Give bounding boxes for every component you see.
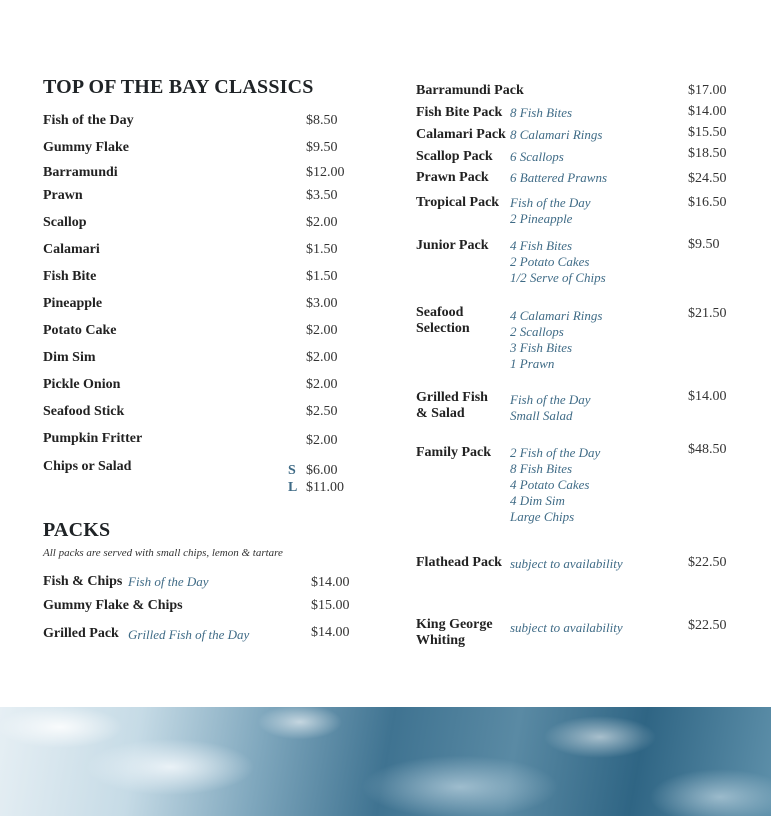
classic-item-price: $3.50	[306, 188, 338, 203]
classic-item-price: $9.50	[306, 140, 338, 155]
classic-item-name: Pineapple	[43, 296, 103, 311]
pack-item-price: $9.50	[688, 237, 720, 252]
classic-item-name: Gummy Flake	[43, 140, 129, 155]
pack-item-price: $15.00	[311, 598, 350, 613]
pack-item-price: $22.50	[688, 555, 727, 570]
pack-item-desc: 8 Calamari Rings	[510, 127, 603, 142]
pack-item-name: Junior Pack	[416, 238, 489, 253]
pack-item-price: $14.00	[688, 104, 727, 119]
pack-item-name: King George Whiting	[416, 617, 493, 648]
pack-item-price: $15.50	[688, 125, 727, 140]
classic-item-price: $2.50	[306, 404, 338, 419]
pack-item-name: Family Pack	[416, 445, 492, 460]
pack-item-price: $14.00	[311, 625, 350, 640]
classics-heading: TOP OF THE BAY CLASSICS	[43, 76, 314, 98]
pack-item-price: $16.50	[688, 195, 727, 210]
pack-item-price: $24.50	[688, 171, 727, 186]
classic-item-name: Scallop	[43, 215, 87, 230]
pack-item-name: Scallop Pack	[416, 149, 493, 164]
classic-item-price: $2.00	[306, 215, 338, 230]
pack-item-desc: Fish of the Day	[128, 574, 209, 589]
classic-item-price: $2.00	[306, 323, 338, 338]
pack-item-name: Flathead Pack	[416, 555, 502, 570]
classic-item-price: $2.00	[306, 350, 338, 365]
pack-item-price: $48.50	[688, 442, 727, 457]
packs-note: All packs are served with small chips, lemon & tartare	[43, 547, 283, 559]
size-large-label: L	[288, 480, 298, 495]
classic-item-name: Barramundi	[43, 165, 118, 180]
pack-item-name: Seafood Selection	[416, 305, 470, 336]
pack-item-desc: Fish of the Day 2 Pineapple	[510, 195, 591, 226]
classic-item-name: Fish Bite	[43, 269, 97, 284]
classic-item-name: Dim Sim	[43, 350, 96, 365]
classic-item-price: $3.00	[306, 296, 338, 311]
pack-item-desc: 6 Battered Prawns	[510, 170, 608, 185]
packs-heading: PACKS	[43, 519, 111, 541]
chips-or-salad-name: Chips or Salad	[43, 459, 132, 474]
pack-item-name: Fish & Chips	[43, 574, 123, 589]
pack-item-price: $21.50	[688, 306, 727, 321]
classic-item-price: $2.00	[306, 377, 338, 392]
pack-item-name: Gummy Flake & Chips	[43, 598, 183, 613]
pack-item-name: Grilled Fish & Salad	[416, 390, 488, 421]
classic-item-price: $1.50	[306, 269, 338, 284]
pack-item-desc: subject to availability	[510, 556, 623, 571]
pack-item-desc: 2 Fish of the Day 8 Fish Bites 4 Potato Cakes 4 Dim Sim Large Chips	[510, 445, 601, 524]
size-small-price: $6.00	[306, 463, 338, 478]
pack-item-desc: 6 Scallops	[510, 149, 564, 164]
classic-item-price: $12.00	[306, 165, 345, 180]
classic-item-name: Pickle Onion	[43, 377, 121, 392]
pack-item-name: Grilled Pack	[43, 626, 119, 641]
classic-item-price: $1.50	[306, 242, 338, 257]
pack-item-name: Barramundi Pack	[416, 83, 524, 98]
classic-item-price: $2.00	[306, 433, 338, 448]
classic-item-name: Calamari	[43, 242, 100, 257]
size-large-price: $11.00	[306, 480, 344, 495]
pack-item-name: Fish Bite Pack	[416, 105, 503, 120]
pack-item-desc: Fish of the Day Small Salad	[510, 392, 591, 423]
pack-item-name: Tropical Pack	[416, 195, 500, 210]
classic-item-name: Pumpkin Fritter	[43, 431, 143, 446]
pack-item-name: Calamari Pack	[416, 127, 506, 142]
classic-item-name: Potato Cake	[43, 323, 117, 338]
classic-item-price: $8.50	[306, 113, 338, 128]
pack-item-name: Prawn Pack	[416, 170, 489, 185]
pack-item-price: $17.00	[688, 83, 727, 98]
pack-item-desc: 4 Fish Bites 2 Potato Cakes 1/2 Serve of Chips	[510, 238, 606, 285]
size-small-label: S	[288, 463, 296, 478]
pack-item-price: $14.00	[688, 389, 727, 404]
ocean-water-image	[0, 707, 771, 816]
pack-item-desc: 4 Calamari Rings 2 Scallops 3 Fish Bites 1 Prawn	[510, 308, 603, 371]
pack-item-price: $18.50	[688, 146, 727, 161]
pack-item-price: $22.50	[688, 618, 727, 633]
classic-item-name: Seafood Stick	[43, 404, 125, 419]
pack-item-desc: subject to availability	[510, 620, 623, 635]
pack-item-price: $14.00	[311, 575, 350, 590]
pack-item-desc: Grilled Fish of the Day	[128, 627, 250, 642]
pack-item-desc: 8 Fish Bites	[510, 105, 573, 120]
classic-item-name: Prawn	[43, 188, 83, 203]
classic-item-name: Fish of the Day	[43, 113, 134, 128]
